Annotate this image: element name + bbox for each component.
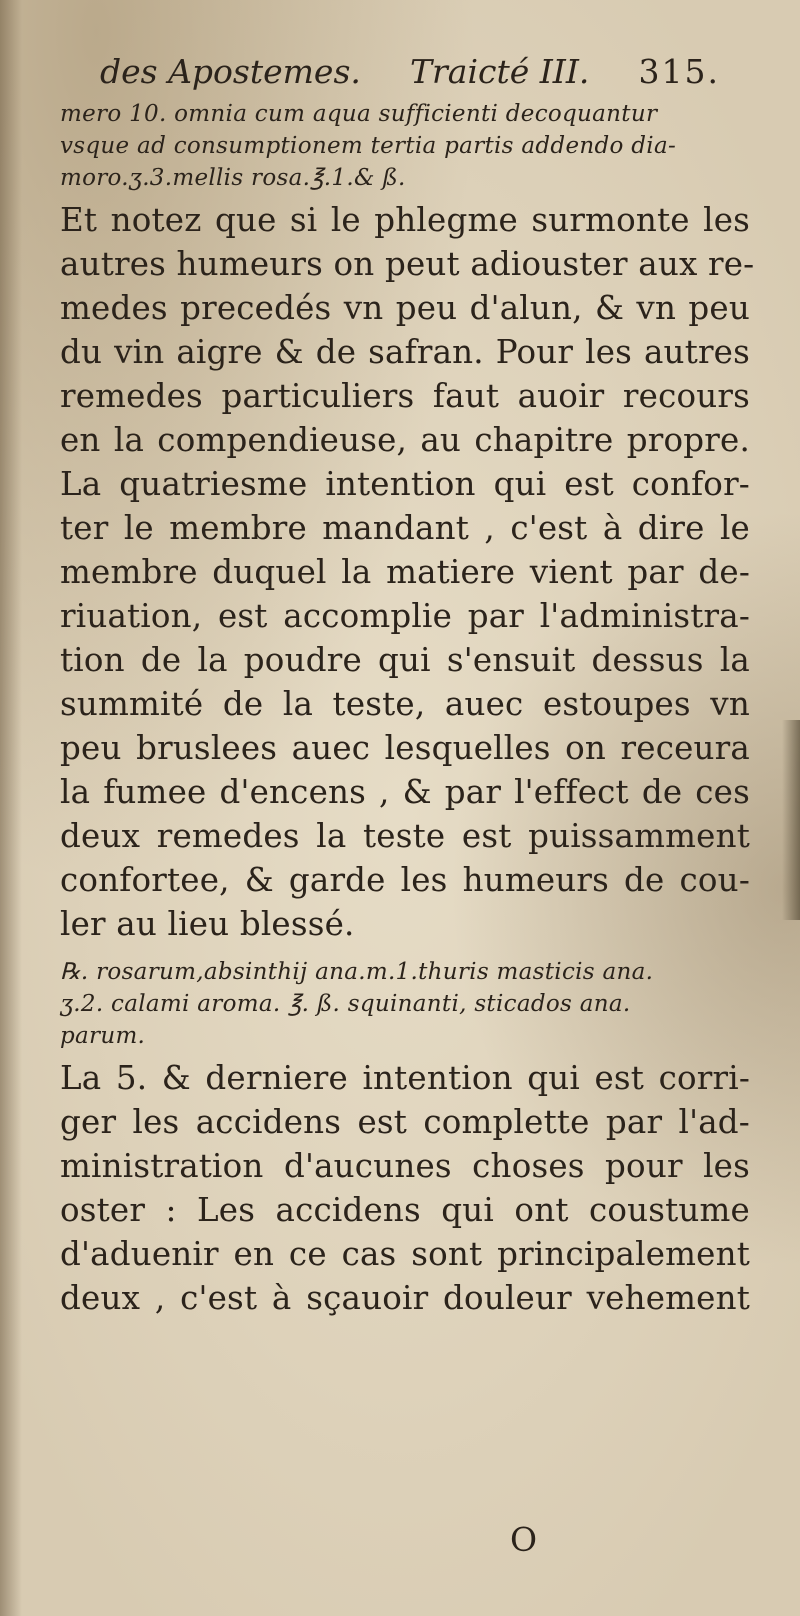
text-line: peu bruslees auec lesquelles on receura bbox=[60, 729, 750, 767]
text-line: mero 10. omnia cum aqua sufficienti decoquantur bbox=[60, 101, 658, 127]
recipe-powder bbox=[60, 956, 750, 1052]
text-line: oster : Les accidens qui ont coustume bbox=[60, 1191, 750, 1229]
page-text-block bbox=[60, 52, 755, 1320]
text-line: parum. bbox=[60, 1023, 146, 1049]
text-line: du vin aigre & de safran. Pour les autres bbox=[60, 333, 750, 371]
text-line: summité de la teste, auec estoupes vn bbox=[60, 685, 750, 723]
page-edge-shadow-left bbox=[0, 0, 22, 1616]
text-line: ministration d'aucunes choses pour les bbox=[60, 1147, 750, 1185]
text-line: moro.ʒ.3.mellis rosa.℥.1.& ß. bbox=[60, 165, 406, 191]
page-edge-shadow-right bbox=[782, 720, 800, 920]
running-header bbox=[60, 52, 750, 98]
catchword: O bbox=[510, 1520, 539, 1559]
page-number: 315. bbox=[638, 52, 720, 91]
text-line: La quatriesme intention qui est confor- bbox=[60, 465, 750, 503]
recipe-continuation bbox=[60, 98, 750, 194]
paragraph-fourth-intention bbox=[60, 462, 750, 946]
text-line: deux , c'est à sçauoir douleur vehement bbox=[60, 1279, 750, 1317]
text-line: ger les accidens est complette par l'ad- bbox=[60, 1103, 750, 1141]
paragraph-phlegm bbox=[60, 198, 755, 462]
text-line: La 5. & derniere intention qui est corri- bbox=[60, 1059, 750, 1097]
text-line: vsque ad consumptionem tertia partis addendo dia- bbox=[60, 133, 677, 159]
text-line: ʒ.2. calami aroma. ℥. ß. squinanti, sticados ana. bbox=[60, 991, 631, 1017]
text-line: ℞. rosarum,absinthij ana.m.1.thuris masticis ana. bbox=[60, 959, 654, 985]
text-line: confortee, & garde les humeurs de cou- bbox=[60, 861, 750, 899]
text-line: remedes particuliers faut auoir recours bbox=[60, 377, 750, 415]
text-line: deux remedes la teste est puissamment bbox=[60, 817, 750, 855]
text-line: membre duquel la matiere vient par de- bbox=[60, 553, 750, 591]
text-line: d'aduenir en ce cas sont principalement bbox=[60, 1235, 750, 1273]
text-line: medes precedés vn peu d'alun, & vn peu bbox=[60, 289, 750, 327]
paragraph-fifth-intention bbox=[60, 1056, 750, 1320]
text-line: riuation, est accomplie par l'administra- bbox=[60, 597, 750, 635]
text-line: tion de la poudre qui s'ensuit dessus la bbox=[60, 641, 750, 679]
header-treatise-title: Traicté III. bbox=[410, 52, 590, 91]
text-line: ler au lieu blessé. bbox=[60, 905, 355, 943]
text-line: ter le membre mandant , c'est à dire le bbox=[60, 509, 750, 547]
text-line: Et notez que si le phlegme surmonte les bbox=[60, 201, 750, 239]
header-section-title: des Apostemes. bbox=[100, 52, 361, 91]
text-line: en la compendieuse, au chapitre propre. bbox=[60, 421, 750, 459]
text-line: la fumee d'encens , & par l'effect de ces bbox=[60, 773, 750, 811]
text-line: autres humeurs on peut adiouster aux re- bbox=[60, 245, 755, 283]
